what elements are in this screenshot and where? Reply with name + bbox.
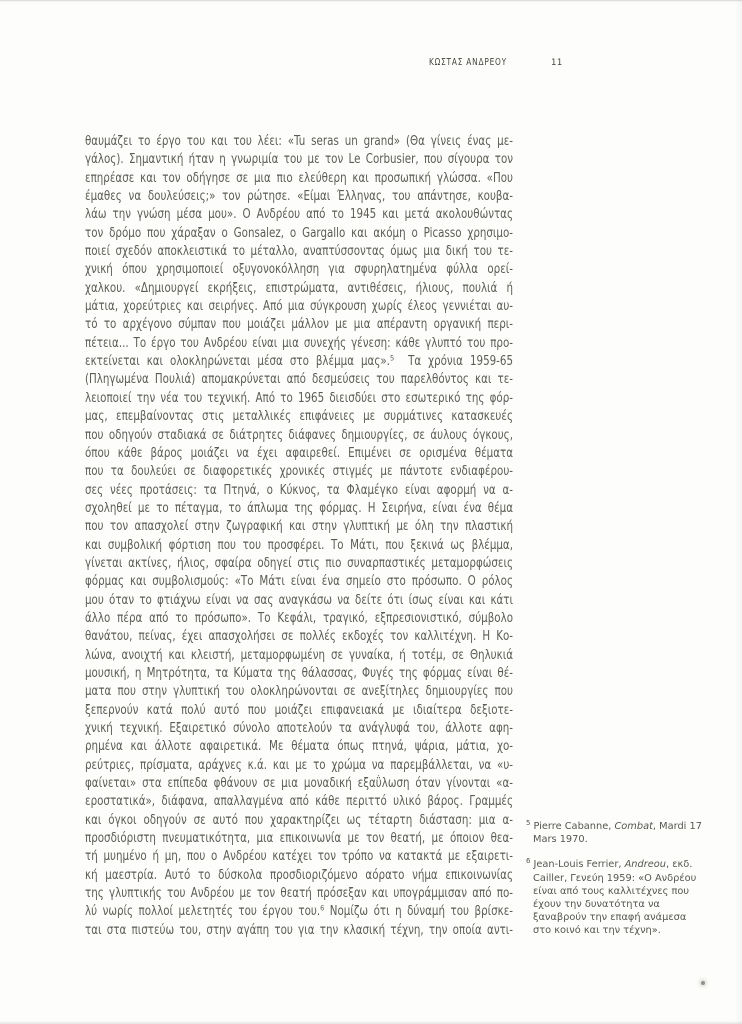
- body-line: σες νέες προτάσεις: τα Πτηνά, ο Κύκνος, τα Φλαμέγκο είναι αφορμή να α-: [85, 482, 514, 498]
- body-line: και όγκοι οδηγούν σε αυτό που χαρακτηρίζει ως τέταρτη διάσταση: μια α-: [85, 812, 514, 828]
- body-line: (Πληγωμένα Πουλιά) απομακρύνεται από δεσμεύσεις του παρελθόντος και τε-: [85, 372, 514, 388]
- body-line: λύ νωρίς πολλοί μελετητές του έργου του.⁶ Νομίζω ότι η δύναμή του βρίσκε-: [85, 904, 514, 920]
- body-line: προσδιόριστη πνευματικότητα, μια επικοινωνία με τον θεατή, με όποιον θεα-: [85, 831, 514, 847]
- body-line: πέτεια... Το έργο του Ανδρέου είναι μια συνεχής γένεση: κάθε γλυπτό του προ-: [85, 335, 514, 351]
- body-text: [85, 133, 513, 940]
- body-line: λάω την γνώση μέσα μου». Ο Ανδρέου από το 1945 και μετά ακολουθώντας: [85, 207, 514, 223]
- body-line: ποιεί σχεδόν αποκλειστικά το μέταλλο, αναπτύσσοντας όμως μια δική του τε-: [85, 244, 514, 260]
- footnote-text: , εκδ. Cailler, Γενεύη 1959: «Ο Ανδρέου είναι από τους καλλιτέχνες που έχουν την δυνατότητα να ξαναβρούν την επαφή ανάμεσα στο κοινό και την τέχνη».: [533, 859, 697, 937]
- body-line: ρεύτριες, πρίσματα, αράχνες κ.ά. και με το χρώμα να παρεμβάλλεται, να «υ-: [85, 757, 514, 773]
- page-edge-shadow-top: [0, 0, 742, 2]
- footnote-marker: 6: [526, 857, 531, 866]
- body-line: ματα που στην γλυπτική του ολοκληρώνονται σε ανεξίτηλες δημιουργίες που: [85, 684, 514, 700]
- running-head-title: ΚΩΣΤΑΣ ΑΝΔΡΕΟΥ: [429, 57, 507, 68]
- page-number: 11: [551, 58, 563, 68]
- body-line: χαλκου. «Δημιουργεί εκρήξεις, επιστρώματα, αντιθέσεις, ήλιους, πουλιά ή: [85, 280, 514, 296]
- body-line: που οδηγούν σταδιακά σε διάτρητες διάφανες δημιουργίες, σε άυλους όγκους,: [85, 427, 514, 443]
- body-line: εροστατικά», διάφανα, απαλλαγμένα από κάθε περιττό υλικό βάρος. Γραμμές: [85, 794, 514, 810]
- body-line: μουσική, η Μητρότητα, τα Κύματα της θάλασσας, Φυγές της φόρμας είναι θέ-: [85, 665, 514, 681]
- footnote-text: Jean-Louis Ferrier,: [533, 859, 625, 871]
- scan-speck: [701, 981, 705, 985]
- body-line: της γλυπτικής του Ανδρέου με τον θεατή πρόσεξαν και υπογράμμισαν από πο-: [85, 886, 514, 902]
- body-line: κή μαεστρία. Αυτό το δύσκολα προσδιοριζόμενο αόρατο νήμα επικοινωνίας: [85, 867, 514, 883]
- body-line: και συμβολική φόρτιση που του προσφέρει. Το Μάτι, που ξεκινά ως βλέμμα,: [85, 537, 514, 553]
- body-line: μας, επεμβαίνοντας στις μεταλλικές επιφάνειες με συρμάτινες κατασκευές: [85, 409, 514, 425]
- body-line: μου όταν το φτιάχνω είναι να σας αναγκάσω να δείτε ότι ίσως είναι και κάτι: [85, 592, 514, 608]
- footnote-text: , Mardi 17 Mars 1970.: [533, 821, 702, 846]
- body-line: γίνεται ακτίνες, ήλιος, σφαίρα οδηγεί στις πιο συναρπαστικές μεταμορφώσεις: [85, 555, 514, 571]
- body-line: όπου κάθε βάρος μοιάζει να έχει αφαιρεθεί. Επιμένει σε ορισμένα θέματα: [85, 445, 514, 461]
- body-line: τό το αρχέγονο σύμπαν που μοιάζει μάλλον με μια απέραντη οργανική περι-: [85, 317, 514, 333]
- footnote-5: [526, 820, 704, 846]
- body-line: έμαθες να δουλεύσεις;» τον ρώτησε. «Είμαι Έλληνας, του απάντησε, κουβα-: [85, 189, 514, 205]
- body-line: φόρμας και συμβολισμούς: «Το Μάτι είναι ένα σημείο στο πρόσωπο. Ο ρόλος: [85, 574, 514, 590]
- footnote-6: [526, 858, 704, 937]
- body-line: άλλο πέρα από το πρόσωπο». Το Κεφάλι, τραγικό, εξπρεσιονιστικό, σύμβολο: [85, 610, 514, 626]
- body-line: εκτείνεται και ολοκληρώνεται μέσα στο βλέμμα μας».⁵ Τα χρόνια 1959-65: [85, 354, 514, 370]
- footnote-marker: 5: [526, 818, 531, 827]
- body-line: τή μυημένο ή μη, που ο Ανδρέου κατέχει τον τρόπο να κατακτά με εξαιρετι-: [85, 849, 514, 865]
- body-line: επηρέασε και τον οδήγησε σε μια πιο ελεύθερη και προσωπική γλώσσα. «Που: [85, 170, 514, 186]
- body-line: γάλος). Σημαντική ήταν η γνωριμία του με τον Le Corbusier, που σίγουρα τον: [85, 152, 514, 168]
- body-line: λειοποιεί την νέα του τεχνική. Από το 1965 διεισδύει στο εσωτερικό της φόρ-: [85, 390, 514, 406]
- body-line: που τα δουλεύει σε διαφορετικές χρονικές στιγμές με πάντοτε ενδιαφέρου-: [85, 464, 514, 480]
- body-line: σχοληθεί με το πέταγμα, το άπλωμα της φόρμας. Η Σειρήνα, είναι ένα θέμα: [85, 500, 514, 516]
- body-line: λώνα, ανοιχτή και κλειστή, μεταμορφωμένη σε γυναίκα, ή τοτέμ, σε Θηλυκιά: [85, 647, 514, 663]
- body-line: χνική όπου χρησιμοποιεί οξυγονοκόλληση για σφυρηλατημένα φύλλα ορεί-: [85, 262, 514, 278]
- body-line: ρημένα και άλλοτε αφαιρετικά. Με θέματα όπως πτηνά, ψάρια, μάτια, χο-: [85, 739, 514, 755]
- body-line: ξεπερνούν κατά πολύ αυτό που μοιάζει επιφανειακά με ιδιαίτερα δεξιοτε-: [85, 702, 514, 718]
- body-line: φαίνεται» στα επίπεδα φθάνουν σε μια μοναδική εξαΰλωση όταν γίνονται «α-: [85, 776, 514, 792]
- footnote-citation-title: Andreou: [624, 859, 666, 871]
- body-line: μάτια, χορεύτριες και σειρήνες. Από μια σύγκρουση χωρίς έλεος γεννιέται αυ-: [85, 299, 514, 315]
- body-line: τον δρόμο που χάραξαν ο Gonsalez, ο Gargallo και ακόμη ο Picasso χρησιμο-: [85, 225, 514, 241]
- body-line: που τον απασχολεί στην ζωγραφική και στην γλυπτική με όλη την πλαστική: [85, 519, 514, 535]
- page-edge-shadow-right: [735, 0, 742, 1024]
- footnotes: [526, 820, 704, 950]
- footnote-citation-title: Combat: [614, 821, 653, 832]
- body-line: θαυμάζει το έργο του και του λέει: «Tu seras un grand» (Θα γίνεις ένας με-: [85, 134, 514, 149]
- footnote-text: Pierre Cabanne,: [533, 821, 615, 832]
- body-line: χνική τεχνική. Εξαιρετικό σύνολο αποτελούν τα ανάγλυφά του, άλλοτε αφη-: [85, 721, 514, 736]
- body-line: θανάτου, πείνας, έχει απασχολήσει σε πολλές εκδοχές τον καλλιτέχνη. Η Κο-: [85, 629, 514, 645]
- body-line: ται στα πιστεύω του, στην αγάπη του για την κλασική τέχνη, την οποία αντι-: [85, 922, 514, 938]
